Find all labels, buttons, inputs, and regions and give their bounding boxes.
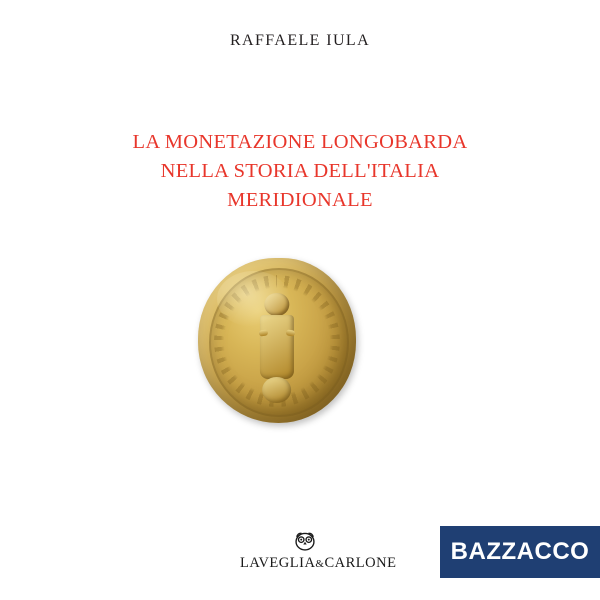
publisher-block bbox=[240, 530, 397, 572]
author-name: RAFFAELE IULA bbox=[229, 32, 371, 49]
coin-figure-base bbox=[262, 377, 291, 404]
title-line-2: NELLA STORIA DELL'ITALIA bbox=[160, 160, 440, 182]
coin-figure-right-arm bbox=[286, 330, 296, 338]
publisher-name-amp: & bbox=[315, 558, 325, 570]
publisher-name-part1: LAVEGLIA bbox=[240, 555, 316, 571]
title-line-3: MERIDIONALE bbox=[227, 189, 373, 211]
owl-logo-icon bbox=[288, 530, 322, 552]
publisher-name bbox=[240, 555, 397, 572]
coin-highlight bbox=[217, 271, 290, 327]
cover-illustration bbox=[0, 258, 600, 488]
coin-figure-left-arm bbox=[259, 330, 269, 338]
title-line-1: LA MONETAZIONE LONGOBARDA bbox=[132, 131, 468, 153]
imprint-label: BAZZACCO bbox=[450, 538, 590, 565]
gold-coin-icon bbox=[198, 258, 356, 423]
book-title bbox=[60, 128, 540, 215]
imprint-badge bbox=[440, 526, 600, 578]
publisher-name-part2: CARLONE bbox=[324, 555, 397, 571]
